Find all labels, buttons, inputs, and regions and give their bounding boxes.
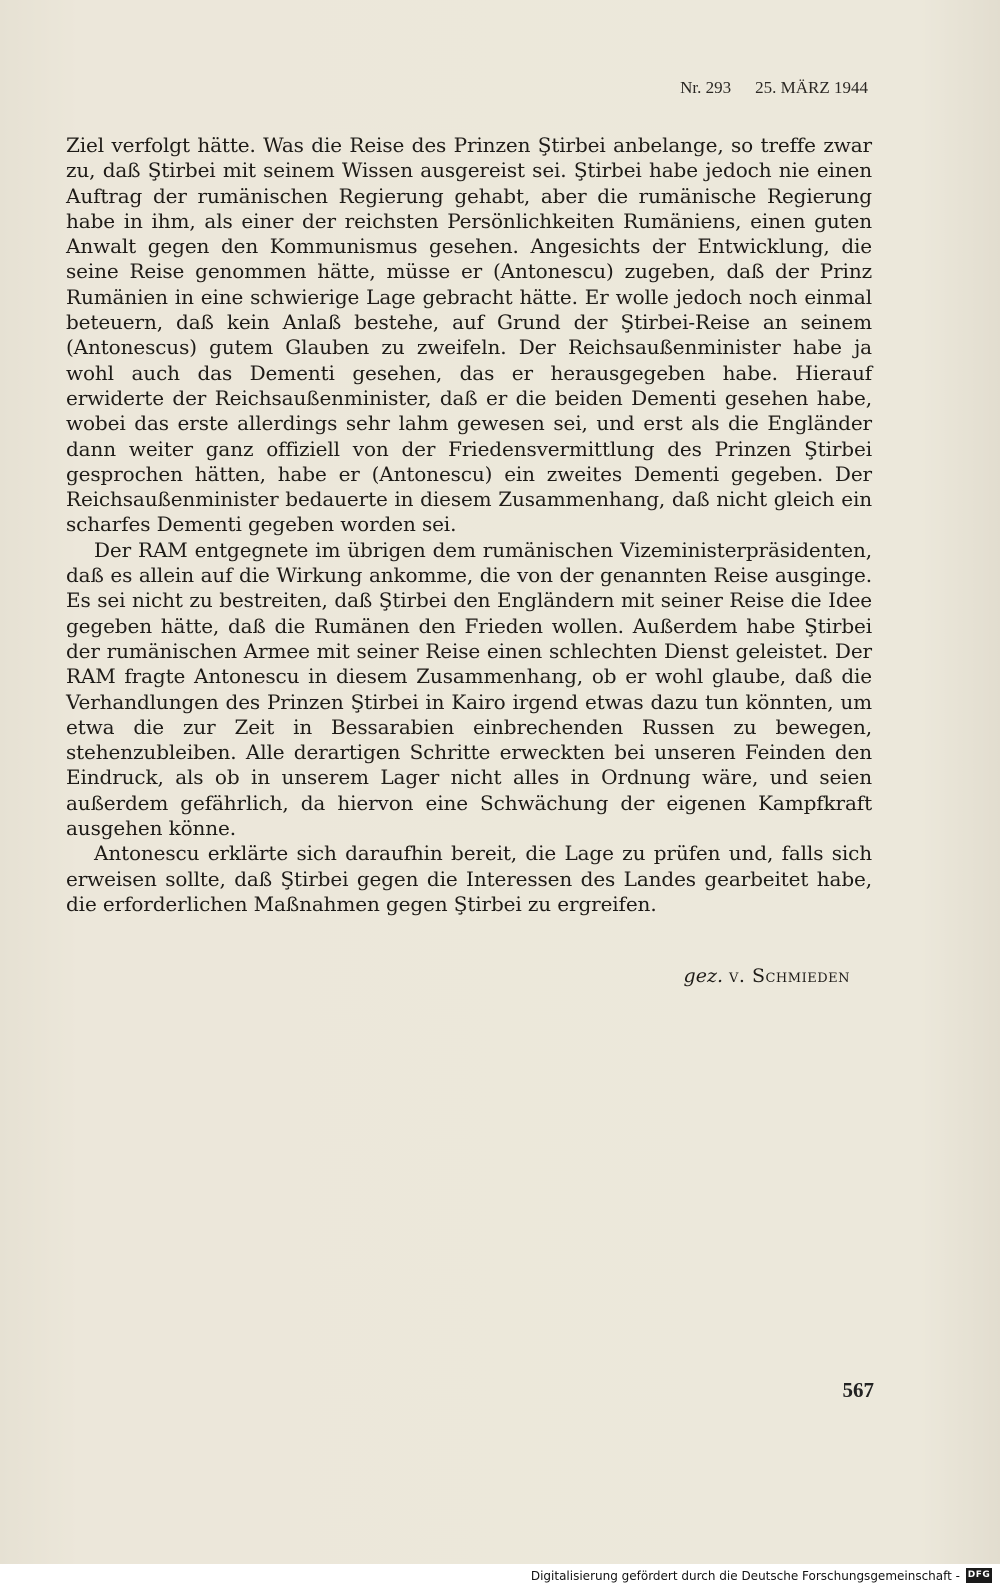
document-number: Nr. 293 [680,78,732,97]
running-head [680,78,868,98]
signature-name: v. Schmieden [729,965,850,987]
paragraph-1: Ziel verfolgt hätte. Was die Reise des Prinzen Ştirbei anbelange, so treffe zwar zu, daß Ştirbei mit seinem Wissen ausgereist sei. Ştirbei habe jedoch nie einen Auftrag der rumänischen Regierung gehabt, aber die rumänische Regierung habe in ihm, als einer der reichsten Persönlichkeiten Rumäniens, einen guten Anwalt gegen den Kommunismus gesehen. Angesichts der Entwicklung, die seine Reise genommen hätte, müsse er (Antonescu) zugeben, daß der Prinz Rumänien in eine schwierige Lage gebracht hätte. Er wolle jedoch noch einmal beteuern, daß kein Anlaß bestehe, auf Grund der Ştirbei-Reise an seinem (Antonescus) gutem Glauben zu zweifeln. Der Reichsaußenminister habe ja wohl auch das Dementi gesehen, das er herausgegeben habe. Hierauf erwiderte der Reichsaußenminister, daß er die beiden Dementi gesehen habe, wobei das erste allerdings sehr lahm gewesen sei, und erst als die Engländer dann weiter ganz offiziell von der Friedensvermittlung des Prinzen Ştirbei gesprochen hätten, habe er (Antonescu) ein zweites Dementi gegeben. Der Reichsaußenminister bedauerte in diesem Zusammenhang, daß nicht gleich ein scharfes Dementi gegeben worden sei. [66,133,872,537]
dfg-logo-icon: DFG [966,1568,992,1583]
footer-bar [0,1564,1000,1586]
footer-credit: Digitalisierung gefördert durch die Deutsche Forschungsgemeinschaft - [530,1569,960,1583]
paragraph-2: Der RAM entgegnete im übrigen dem rumänischen Vizeministerpräsidenten, daß es allein auf die Wirkung ankomme, die von der genannten Reise ausginge. Es sei nicht zu bestreiten, daß Ştirbei den Engländern mit seiner Reise die Idee gegeben hätte, daß die Rumänen den Frieden wollen. Außerdem habe Ştirbei der rumänischen Armee mit seiner Reise einen schlechten Dienst geleistet. Der RAM fragte Antonescu in diesem Zusammenhang, ob er wohl glaube, daß die Verhandlungen des Prinzen Ştirbei in Kairo irgend etwas dazu tun könnten, um etwa die zur Zeit in Bessarabien einbrechenden Russen zu bewegen, stehenzubleiben. Alle derartigen Schritte erweckten bei unseren Feinden den Eindruck, als ob in unserem Lager nicht alles in Ordnung wäre, und seien außerdem gefährlich, da hiervon eine Schwächung der eigenen Kampfkraft ausgehen könne. [66,537,872,841]
paragraph-3: Antonescu erklärte sich daraufhin bereit, die Lage zu prüfen und, falls sich erweisen sollte, daß Ştirbei gegen die Interessen des Landes gearbeitet habe, die erforderlichen Maßnahmen gegen Ştirbei zu ergreifen. [66,841,872,916]
page-number: 567 [842,1378,874,1402]
signature [684,965,850,987]
signature-prefix: gez. [683,965,723,987]
document-date: 25. MÄRZ 1944 [755,78,868,97]
body-text [66,133,872,917]
